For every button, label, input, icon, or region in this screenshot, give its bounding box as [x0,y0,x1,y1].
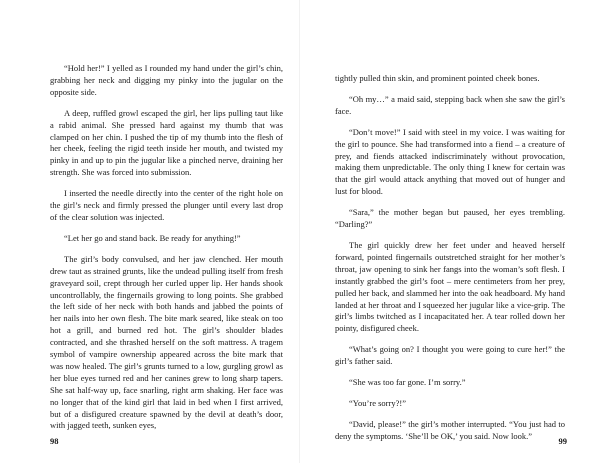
right-text-column [335,73,565,452]
paragraph: “Hold her!” I yelled as I rounded my hand under the girl’s chin, grabbing her neck and digging my pinky into the jugular on the opposite side. [50,63,283,97]
paragraph-continued: tightly pulled thin skin, and prominent pointed cheek bones. [335,73,540,83]
paragraph: The girl’s body convulsed, and her jaw clenched. Her mouth drew taut as strained grunts, like the undead pulling itself from fresh graveyard soil, crept through her curled upper lip. Her hands shook uncontrollably, the fingernails growing to long points. She grabbed the left side of her neck with both hands and jabbed the points of her nails into her own flesh. The bite mark seared, like steak on too hot a grill, and burned red hot. The girl’s shoulder blades contracted, and she thrashed herself on the soft mattress. A tragem symbol of vampire ownership appeared across the bite mark that was now healed. The girl’s grunts turned to a low, gurgling growl as her blue eyes turned red and her canines grew to long sharp tapers. She sat half-way up, face snarling, right arm shaking. Her face was no longer that of the kind girl that laid in bed when I first arrived, but of a disfigured creature spawned by the devil at death’s door, with jagged teeth, sunken eyes, [50,253,283,431]
paragraph: “Sara,” the mother began but paused, her eyes trembling. “Darling?” [335,207,565,230]
paragraph: “She was too far gone. I’m sorry.” [349,377,466,388]
paragraph: “You’re sorry?!” [349,397,406,408]
paragraph: “What’s going on? I thought you were going to cure her!” the girl’s father said. [335,344,565,367]
paragraph: The girl quickly drew her feet under and heaved herself forward, pointed fingernails outstretched straight for her mother’s throat, jaw opening to sink her fangs into the woman’s soft flesh. I instantly grabbed the girl’s foot – mere centimeters from her prey, pulled her back, and slammed her into the oak headboard. My hand landed at her throat and I squeezed her jugular like a vice-grip. The girl’s limbs twitched as I incapacitated her. A tear rolled down her pointy, disfigured cheek. [335,239,565,334]
paragraph: “David, please!” the girl’s mother interrupted. “You just had to deny the symptoms. ‘She’ll be OK,’ you said. Now look.” [335,418,565,441]
right-page [300,0,600,463]
left-text-column [50,63,283,441]
paragraph: “Let her go and stand back. Be ready for anything!” [64,232,241,243]
page-number: 98 [50,436,59,446]
paragraph: A deep, ruffled growl escaped the girl, her lips pulling taut like a rabid animal. She pressed hard against my thumb that was clamped on her chin. I pushed the tip of my thumb into the flesh of her cheek, feeling the rigid teeth inside her mouth, and twisted my pinky in and up to pin the jugular like a pinched nerve, draining her strength. She was forced into submission. [50,107,283,178]
paragraph: I inserted the needle directly into the center of the right hole on the girl’s neck and firmly pressed the plunger until every last drop of the clear solution was injected. [50,188,283,222]
paragraph: “Don’t move!” I said with steel in my voice. I was waiting for the girl to pounce. She had transformed into a fiend – a creature of prey, and fiends attacked indiscriminately without provocation, making them unpredictable. The only thing I knew for certain was that the girl would attack anything that moved out of hunger and lust for blood. [335,126,565,197]
page-number: 99 [558,436,567,446]
paragraph: “Oh my…” a maid said, stepping back when she saw the girl’s face. [335,93,565,116]
